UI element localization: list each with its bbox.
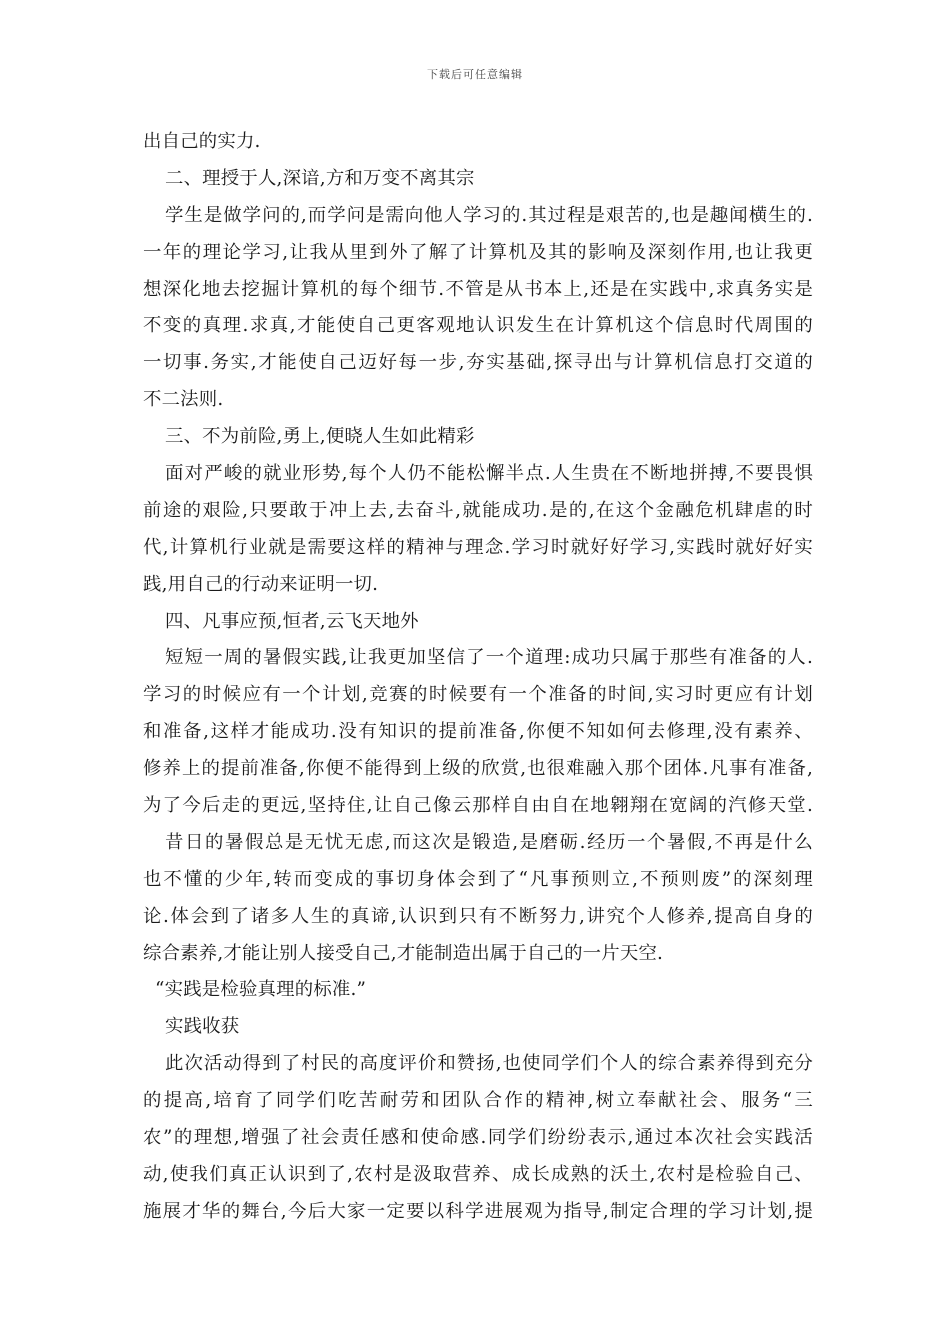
text-line: 也不懂的少年,转而变成的事切身体会到了“凡事预则立,不预则废”的深刻理 [143, 868, 813, 890]
text-line: 修养上的提前准备,你便不能得到上级的欣赏,也很难融入那个团体.凡事有准备, [143, 758, 813, 780]
text-line: 施展才华的舞台,今后大家一定要以科学进展观为指导,制定合理的学习计划,提 [143, 1200, 813, 1222]
text-line: 出自己的实力. [143, 131, 261, 152]
section-heading: 四、凡事应预,恒者,云飞天地外 [165, 610, 419, 632]
text-line: 不二法则. [143, 389, 224, 411]
text-line: “实践是检验真理的标准.” [155, 979, 367, 1001]
text-line: 学习的时候应有一个计划,竞赛的时候要有一个准备的时间,实习时更应有计划 [143, 684, 813, 706]
text-line: 农”的理想,增强了社会责任感和使命感.同学们纷纷表示,通过本次社会实践活 [143, 1127, 813, 1149]
section-heading: 实践收获 [165, 1016, 240, 1038]
page-header: 下载后可任意编辑 [427, 68, 523, 81]
text-line: 和准备,这样才能成功.没有知识的提前准备,你便不知如何去修理,没有素养、 [143, 721, 813, 743]
text-line: 践,用自己的行动来证明一切. [143, 573, 379, 595]
text-line: 论.体会到了诸多人生的真谛,认识到只有不断努力,讲究个人修养,提高自身的 [143, 905, 813, 927]
text-line: 学生是做学问的,而学问是需向他人学习的.其过程是艰苦的,也是趣闻横生的. [165, 204, 813, 226]
text-line: 一年的理论学习,让我从里到外了解了计算机及其的影响及深刻作用,也让我更 [143, 241, 813, 263]
text-line: 此次活动得到了村民的高度评价和赞扬,也使同学们个人的综合素养得到充分 [165, 1053, 813, 1075]
text-line: 一切事.务实,才能使自己迈好每一步,夯实基础,探寻出与计算机信息打交道的 [143, 352, 813, 374]
text-line: 面对严峻的就业形势,每个人仍不能松懈半点.人生贵在不断地拼搏,不要畏惧 [165, 463, 813, 485]
text-line: 综合素养,才能让别人接受自己,才能制造出属于自己的一片天空. [143, 942, 664, 964]
text-line: 不变的真理.求真,才能使自己更客观地认识发生在计算机这个信息时代周围的 [143, 315, 813, 337]
text-line: 的提高,培育了同学们吃苦耐劳和团队合作的精神,树立奉献社会、服务“三 [143, 1090, 813, 1112]
document-body [143, 124, 813, 1231]
text-line: 前途的艰险,只要敢于冲上去,去奋斗,就能成功.是的,在这个金融危机肆虐的时 [143, 499, 813, 521]
text-line: 代,计算机行业就是需要这样的精神与理念.学习时就好好学习,实践时就好好实 [143, 536, 813, 558]
text-line: 为了今后走的更远,坚持住,让自己像云那样自由自在地翱翔在宽阔的汽修天堂. [143, 795, 813, 817]
text-line: 昔日的暑假总是无忧无虑,而这次是锻造,是磨砺.经历一个暑假,不再是什么 [165, 831, 813, 853]
text-line: 动,使我们真正认识到了,农村是汲取营养、成长成熟的沃土,农村是检验自己、 [143, 1163, 813, 1185]
section-heading: 二、理授于人,深谙,方和万变不离其宗 [165, 167, 475, 189]
section-heading: 三、不为前险,勇上,便晓人生如此精彩 [165, 426, 475, 448]
text-line: 想深化地去挖掘计算机的每个细节.不管是从书本上,还是在实践中,求真务实是 [143, 278, 813, 300]
text-line: 短短一周的暑假实践,让我更加坚信了一个道理:成功只属于那些有准备的人. [165, 647, 813, 669]
